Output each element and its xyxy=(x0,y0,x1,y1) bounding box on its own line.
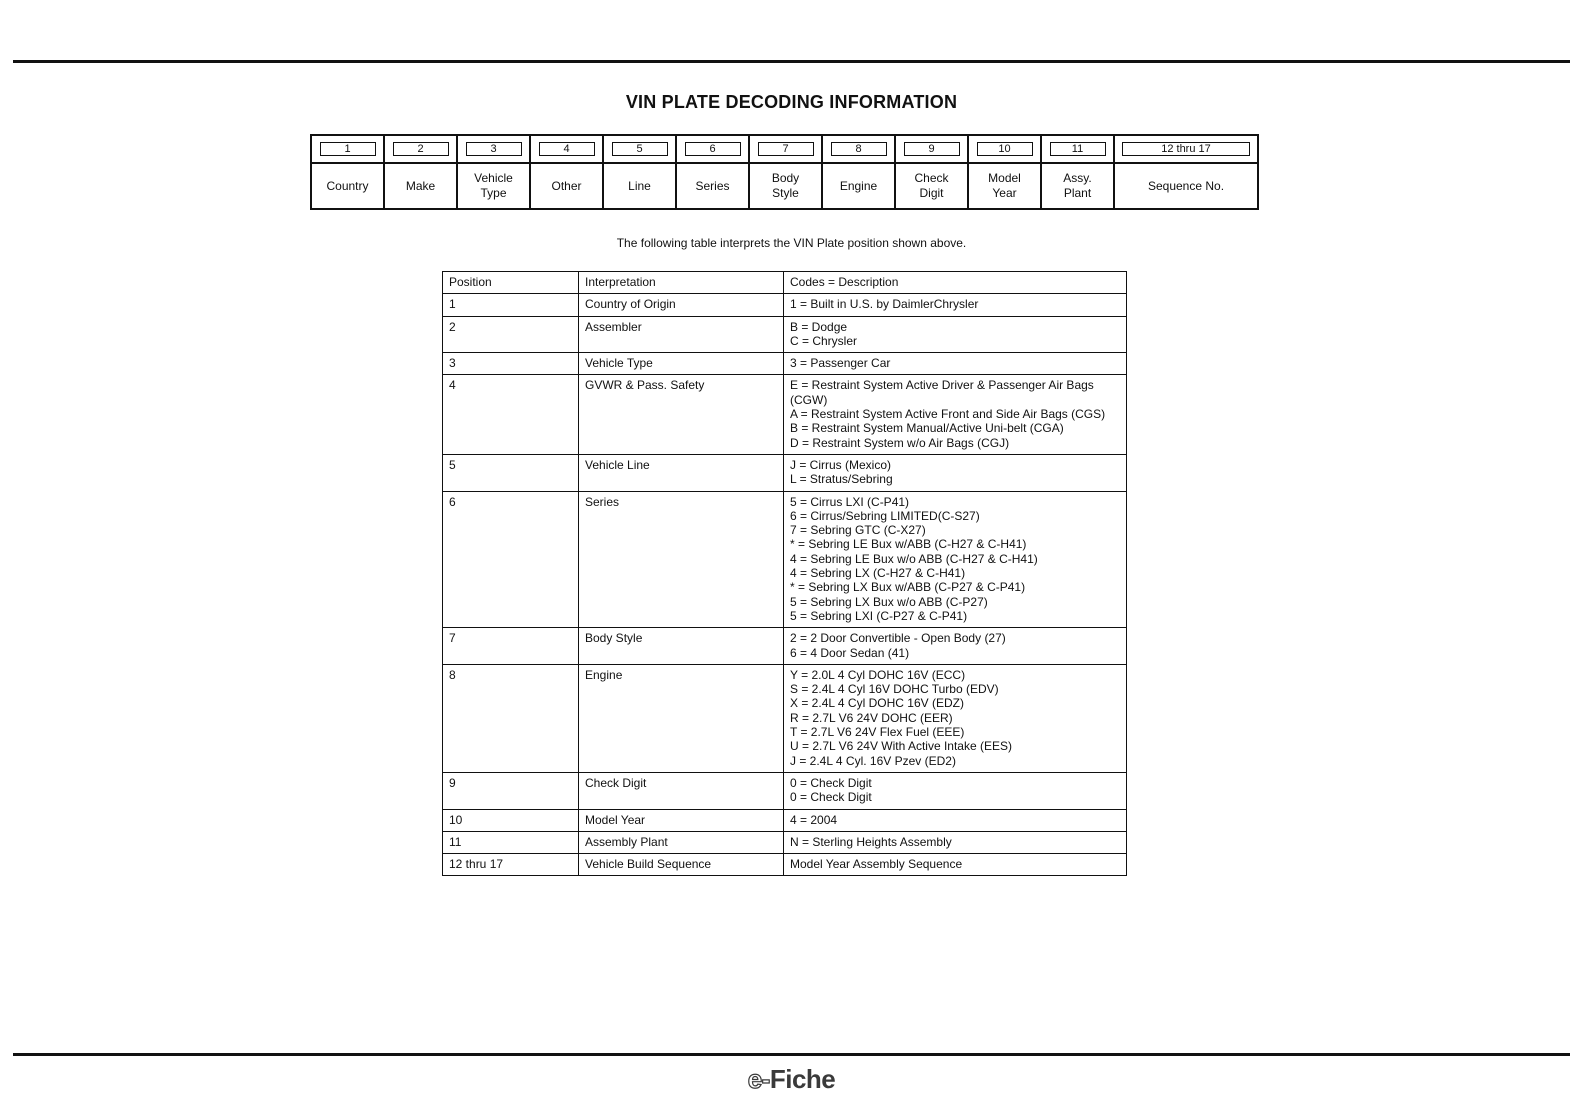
page-title: VIN PLATE DECODING INFORMATION xyxy=(625,92,958,112)
cell-interpretation: Series xyxy=(579,491,784,628)
cell-position: 12 thru 17 xyxy=(443,854,579,876)
vin-position-number: 7 xyxy=(758,142,814,156)
table-row xyxy=(443,454,1127,491)
cell-codes: N = Sterling Heights Assembly xyxy=(784,831,1127,853)
table-row xyxy=(443,854,1127,876)
cell-position: 3 xyxy=(443,353,579,375)
vin-position-label: Model Year xyxy=(968,163,1041,209)
vin-position-number-cell xyxy=(895,135,968,163)
vin-position-number: 12 thru 17 xyxy=(1122,142,1250,156)
cell-codes: Model Year Assembly Sequence xyxy=(784,854,1127,876)
vin-position-number: 10 xyxy=(977,142,1033,156)
vin-position-label: Vehicle Type xyxy=(457,163,530,209)
cell-interpretation: Body Style xyxy=(579,628,784,665)
vin-position-number-cell xyxy=(311,135,384,163)
table-caption: The following table interprets the VIN Plate position shown above. xyxy=(616,236,967,250)
cell-codes: J = Cirrus (Mexico) L = Stratus/Sebring xyxy=(784,454,1127,491)
vin-position-number-cell xyxy=(457,135,530,163)
cell-position: 6 xyxy=(443,491,579,628)
table-row xyxy=(443,772,1127,809)
vin-position-label: Line xyxy=(603,163,676,209)
bottom-rule xyxy=(13,1053,1570,1056)
efiche-logo xyxy=(0,1064,1583,1095)
cell-interpretation: Assembly Plant xyxy=(579,831,784,853)
vin-position-label: Country xyxy=(311,163,384,209)
vin-position-label: Sequence No. xyxy=(1114,163,1258,209)
vin-position-number-cell xyxy=(1114,135,1258,163)
vin-position-number-cell xyxy=(603,135,676,163)
vin-position-number: 1 xyxy=(320,142,376,156)
cell-position: 8 xyxy=(443,664,579,772)
cell-position: 4 xyxy=(443,375,579,454)
cell-interpretation: Engine xyxy=(579,664,784,772)
vin-position-label: Body Style xyxy=(749,163,822,209)
cell-interpretation: Vehicle Line xyxy=(579,454,784,491)
decoding-table xyxy=(442,271,1127,876)
vin-position-number-cell xyxy=(822,135,895,163)
vin-position-number: 2 xyxy=(393,142,449,156)
table-row xyxy=(443,628,1127,665)
vin-position-label: Engine xyxy=(822,163,895,209)
header-codes: Codes = Description xyxy=(784,272,1127,294)
cell-position: 9 xyxy=(443,772,579,809)
cell-codes: 4 = 2004 xyxy=(784,809,1127,831)
vin-position-number: 6 xyxy=(685,142,741,156)
cell-codes: B = Dodge C = Chrysler xyxy=(784,316,1127,353)
vin-position-number-cell xyxy=(384,135,457,163)
table-row xyxy=(443,353,1127,375)
cell-codes: 0 = Check Digit 0 = Check Digit xyxy=(784,772,1127,809)
vin-position-number: 4 xyxy=(539,142,595,156)
vin-position-number-cell xyxy=(968,135,1041,163)
vin-position-label: Check Digit xyxy=(895,163,968,209)
cell-interpretation: Vehicle Type xyxy=(579,353,784,375)
vin-position-number-cell xyxy=(1041,135,1114,163)
vin-position-label: Make xyxy=(384,163,457,209)
table-row xyxy=(443,294,1127,316)
cell-interpretation: Vehicle Build Sequence xyxy=(579,854,784,876)
cell-codes: Y = 2.0L 4 Cyl DOHC 16V (ECC) S = 2.4L 4 Cyl 16V DOHC Turbo (EDV) X = 2.4L 4 Cyl DOHC 16V (EDZ) R = 2.7L V6 24V DOHC (EER) T = 2.7L V6 24V Flex Fuel (EEE) U = 2.7L V6 24V With Active Intake (EES) J = 2.4L 4 Cyl. 16V Pzev (ED2) xyxy=(784,664,1127,772)
table-header-row xyxy=(443,272,1127,294)
cell-interpretation: Country of Origin xyxy=(579,294,784,316)
cell-codes: 3 = Passenger Car xyxy=(784,353,1127,375)
vin-position-number-cell xyxy=(676,135,749,163)
cell-codes: 5 = Cirrus LXI (C-P41) 6 = Cirrus/Sebring LIMITED(C-S27) 7 = Sebring GTC (C-X27) * = Sebring LE Bux w/ABB (C-H27 & C-H41) 4 = Sebring LE Bux w/o ABB (C-H27 & C-H41) 4 = Sebring LX (C-H27 & C-H41) * = Sebring LX Bux w/ABB (C-P27 & C-P41) 5 = Sebring LX Bux w/o ABB (C-P27) 5 = Sebring LXI (C-P27 & C-P41) xyxy=(784,491,1127,628)
cell-interpretation: GVWR & Pass. Safety xyxy=(579,375,784,454)
cell-position: 5 xyxy=(443,454,579,491)
cell-codes: E = Restraint System Active Driver & Passenger Air Bags (CGW) A = Restraint System Active Front and Side Air Bags (CGS) B = Restraint System Manual/Active Uni-belt (CGA) D = Restraint System w/o Air Bags (CGJ) xyxy=(784,375,1127,454)
table-row xyxy=(443,316,1127,353)
cell-position: 1 xyxy=(443,294,579,316)
vin-position-label: Assy. Plant xyxy=(1041,163,1114,209)
cell-codes: 1 = Built in U.S. by DaimlerChrysler xyxy=(784,294,1127,316)
table-row xyxy=(443,375,1127,454)
vin-position-number: 9 xyxy=(904,142,960,156)
vin-position-number: 11 xyxy=(1050,142,1106,156)
table-row xyxy=(443,491,1127,628)
cell-interpretation: Check Digit xyxy=(579,772,784,809)
cell-interpretation: Model Year xyxy=(579,809,784,831)
logo-prefix: e- xyxy=(747,1064,770,1094)
top-rule xyxy=(13,60,1570,63)
vin-position-label: Series xyxy=(676,163,749,209)
vin-position-number-cell xyxy=(530,135,603,163)
vin-position-strip xyxy=(310,134,1259,210)
vin-position-number: 8 xyxy=(831,142,887,156)
table-row xyxy=(443,831,1127,853)
header-position: Position xyxy=(443,272,579,294)
vin-position-number-cell xyxy=(749,135,822,163)
cell-position: 2 xyxy=(443,316,579,353)
cell-position: 7 xyxy=(443,628,579,665)
vin-position-number: 3 xyxy=(466,142,522,156)
header-interpretation: Interpretation xyxy=(579,272,784,294)
cell-interpretation: Assembler xyxy=(579,316,784,353)
table-row xyxy=(443,664,1127,772)
vin-position-label: Other xyxy=(530,163,603,209)
cell-position: 11 xyxy=(443,831,579,853)
logo-name: Fiche xyxy=(769,1064,836,1094)
cell-position: 10 xyxy=(443,809,579,831)
table-row xyxy=(443,809,1127,831)
cell-codes: 2 = 2 Door Convertible - Open Body (27) 6 = 4 Door Sedan (41) xyxy=(784,628,1127,665)
vin-position-number: 5 xyxy=(612,142,668,156)
